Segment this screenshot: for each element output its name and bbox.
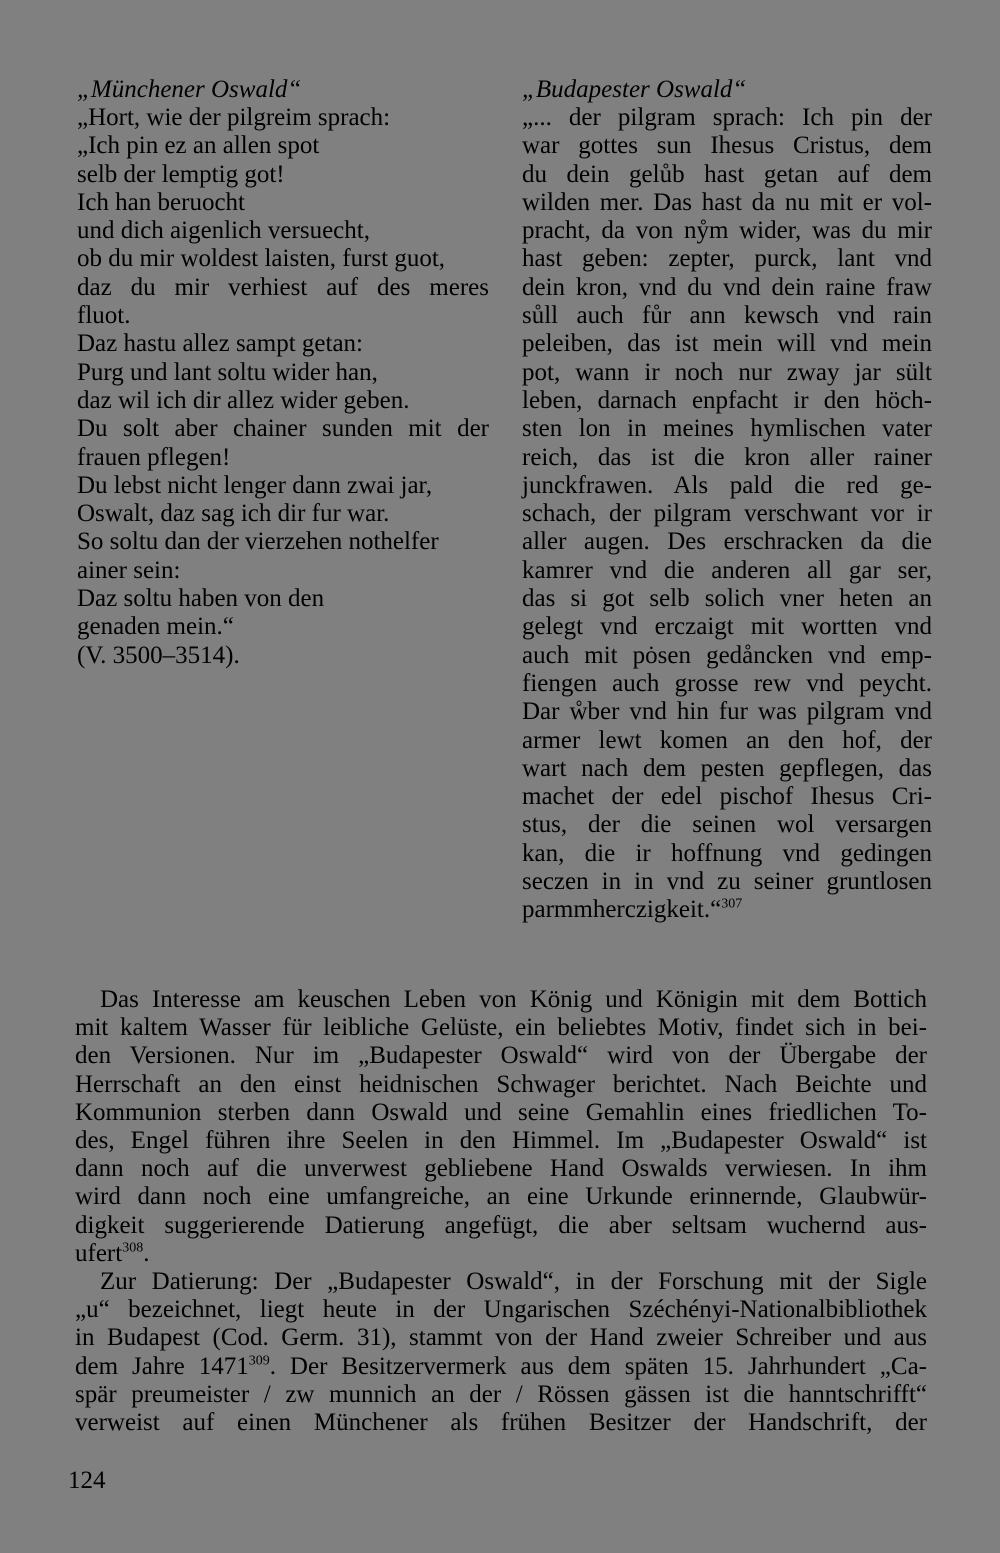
verse-line: „Hort, wie der pilgreim sprach: bbox=[77, 104, 391, 131]
verse-line: frauen pflegen! bbox=[77, 443, 231, 471]
footnote-marker: 309 bbox=[248, 1353, 270, 1369]
verse-line: Daz soltu haben von den bbox=[77, 585, 325, 613]
verse-line: Ich han beruocht bbox=[77, 188, 245, 216]
verse-line: ob du mir woldest laisten, furst guot, bbox=[77, 245, 446, 273]
prose-line: pot, wann ir noch nur zway jar sült bbox=[522, 358, 932, 386]
column-title: „Budapester Oswald“ bbox=[522, 76, 747, 103]
prose-line: reich, das ist die kron aller rainer bbox=[522, 443, 932, 471]
paragraph-line bbox=[75, 1240, 927, 1268]
paragraph-line-text: . Der Besitzervermerk aus dem späten 15. Jahrhundert „Ca- bbox=[269, 1352, 927, 1380]
prose-line: wart nach dem pesten gepflegen, das bbox=[522, 754, 932, 782]
verse-line: daz du mir verhiest auf des meres bbox=[77, 273, 489, 301]
prose-line: fiengen auch grosse rew vnd peycht. bbox=[522, 669, 932, 697]
paragraph-line bbox=[75, 1353, 927, 1381]
prose-line bbox=[522, 896, 932, 924]
prose-line-text: parmmherczigkeit.“ bbox=[522, 896, 722, 924]
footnote-marker: 308 bbox=[122, 1240, 144, 1256]
verse-line: ainer sein: bbox=[77, 556, 181, 584]
prose-line: stus, der die seinen wol versargen bbox=[522, 811, 932, 839]
prose-line: machet der edel pischof Ihesus Cri- bbox=[522, 783, 932, 811]
verse-line: fluot. bbox=[77, 302, 131, 330]
paragraph-line: den Versionen. Nur im „Budapester Oswald“ wird von der Übergabe der bbox=[75, 1042, 927, 1070]
prose-line: Dar ẘber vnd hin fur was pilgram vnd bbox=[522, 698, 932, 726]
verse-line: genaden mein.“ bbox=[77, 613, 234, 641]
verse-line: Du solt aber chainer sunden mit der bbox=[77, 415, 489, 443]
paragraph-line: Herrschaft an den einst heidnischen Schwager berichtet. Nach Beichte und bbox=[75, 1070, 927, 1098]
prose-line: armer lewt komen an den hof, der bbox=[522, 726, 932, 754]
verse-line: und dich aigenlich versuecht, bbox=[77, 217, 370, 245]
prose-line: pracht, da von nẙm wider, was du mir bbox=[522, 217, 932, 245]
prose-line: sten lon in meines hymlischen vater bbox=[522, 415, 932, 443]
body-text bbox=[75, 986, 927, 1437]
paragraph-line: spär preumeister / zw munnich an der / Rössen gässen ist die hanntschrifft“ bbox=[75, 1380, 927, 1408]
paragraph-line: Zur Datierung: Der „Budapester Oswald“, in der Forschung mit der Sigle bbox=[100, 1268, 927, 1296]
prose-line: leben, darnach enpfacht ir den höch- bbox=[522, 386, 932, 414]
paragraph-line: des, Engel führen ihre Seelen in den Himmel. Im „Budapester Oswald“ ist bbox=[75, 1127, 927, 1155]
verse-line: Oswalt, daz sag ich dir fur war. bbox=[77, 500, 390, 528]
page-number: 124 bbox=[68, 1467, 106, 1494]
verse-line: selb der lemptig got! bbox=[77, 160, 285, 188]
prose-line: kamrer vnd die anderen all gar ser, bbox=[522, 556, 932, 584]
prose-line: auch mit pȯsen gedåncken vnd emp- bbox=[522, 641, 932, 669]
verse-citation: (V. 3500–3514). bbox=[77, 641, 240, 669]
verse-line: daz wil ich dir allez wider geben. bbox=[77, 386, 410, 414]
prose-line: gelegt vnd erczaigt mit wortten vnd bbox=[522, 613, 932, 641]
verse-line: Du lebst nicht lenger dann zwai jar, bbox=[77, 471, 433, 499]
paragraph-line: in Budapest (Cod. Germ. 31), stammt von der Hand zweier Schreiber und aus bbox=[75, 1324, 927, 1352]
footnote-marker: 307 bbox=[721, 896, 743, 912]
paragraph-line: Kommunion sterben dann Oswald und seine Gemahlin eines friedlichen To- bbox=[75, 1098, 927, 1126]
paragraph-line: wird dann noch eine umfangreiche, an eine Urkunde erinnernde, Glaubwür- bbox=[75, 1183, 927, 1211]
prose-line: du dein gelůb hast getan auf dem bbox=[522, 160, 932, 188]
prose-line: war gottes sun Ihesus Cristus, dem bbox=[522, 132, 932, 160]
paragraph-line: „u“ bezeichnet, liegt heute in der Ungarischen Széchényi-Nationalbibliothek bbox=[75, 1296, 927, 1324]
verse-line: So soltu dan der vierzehen nothelfer bbox=[77, 528, 439, 556]
verse-line: Purg und lant soltu wider han, bbox=[77, 358, 378, 386]
prose-line: peleiben, das ist mein will vnd mein bbox=[522, 330, 932, 358]
prose-line: junckfrawen. Als pald die red ge- bbox=[522, 471, 932, 499]
paragraph-line: dann noch auf die unverwest gebliebene Hand Oswalds verwiesen. In ihm bbox=[75, 1155, 927, 1183]
prose-line: wilden mer. Das hast da nu mit er vol- bbox=[522, 188, 932, 216]
paragraph-line-end: . bbox=[143, 1239, 150, 1267]
prose-line: „... der pilgram sprach: Ich pin der bbox=[522, 104, 932, 131]
prose-line: schach, der pilgram verschwant vor ir bbox=[522, 500, 932, 528]
prose-line: sůll auch fůr ann kewsch vnd rain bbox=[522, 302, 932, 330]
paragraph-line: mit kaltem Wasser für leibliche Gelüste, ein beliebtes Motiv, findet sich in bei- bbox=[75, 1014, 927, 1042]
paragraph-line-text: ufert bbox=[75, 1239, 123, 1267]
budapester-oswald-column bbox=[522, 76, 932, 925]
prose-line: kan, die ir hoffnung vnd gedingen bbox=[522, 839, 932, 867]
paragraph-line: Das Interesse am keuschen Leben von König und Königin mit dem Bottich bbox=[100, 986, 927, 1013]
verse-line: Daz hastu allez sampt getan: bbox=[77, 330, 363, 358]
prose-line: dein kron, vnd du vnd dein raine fraw bbox=[522, 273, 932, 301]
paragraph-line: digkeit suggerierende Datierung angefügt, die aber seltsam wuchernd aus- bbox=[75, 1211, 927, 1239]
column-title: „Münchener Oswald“ bbox=[77, 76, 302, 103]
prose-line: aller augen. Des erschracken da die bbox=[522, 528, 932, 556]
prose-line: hast geben: zepter, purck, lant vnd bbox=[522, 245, 932, 273]
prose-line: seczen in in vnd zu seiner gruntlosen bbox=[522, 868, 932, 896]
paragraph-line: verweist auf einen Münchener als frühen Besitzer der Handschrift, der bbox=[75, 1409, 927, 1437]
paragraph-line-text: dem Jahre 1471 bbox=[75, 1352, 249, 1380]
verse-line: „Ich pin ez an allen spot bbox=[77, 132, 320, 160]
prose-line: das si got selb solich vner heten an bbox=[522, 585, 932, 613]
muenchener-oswald-column bbox=[77, 76, 489, 670]
